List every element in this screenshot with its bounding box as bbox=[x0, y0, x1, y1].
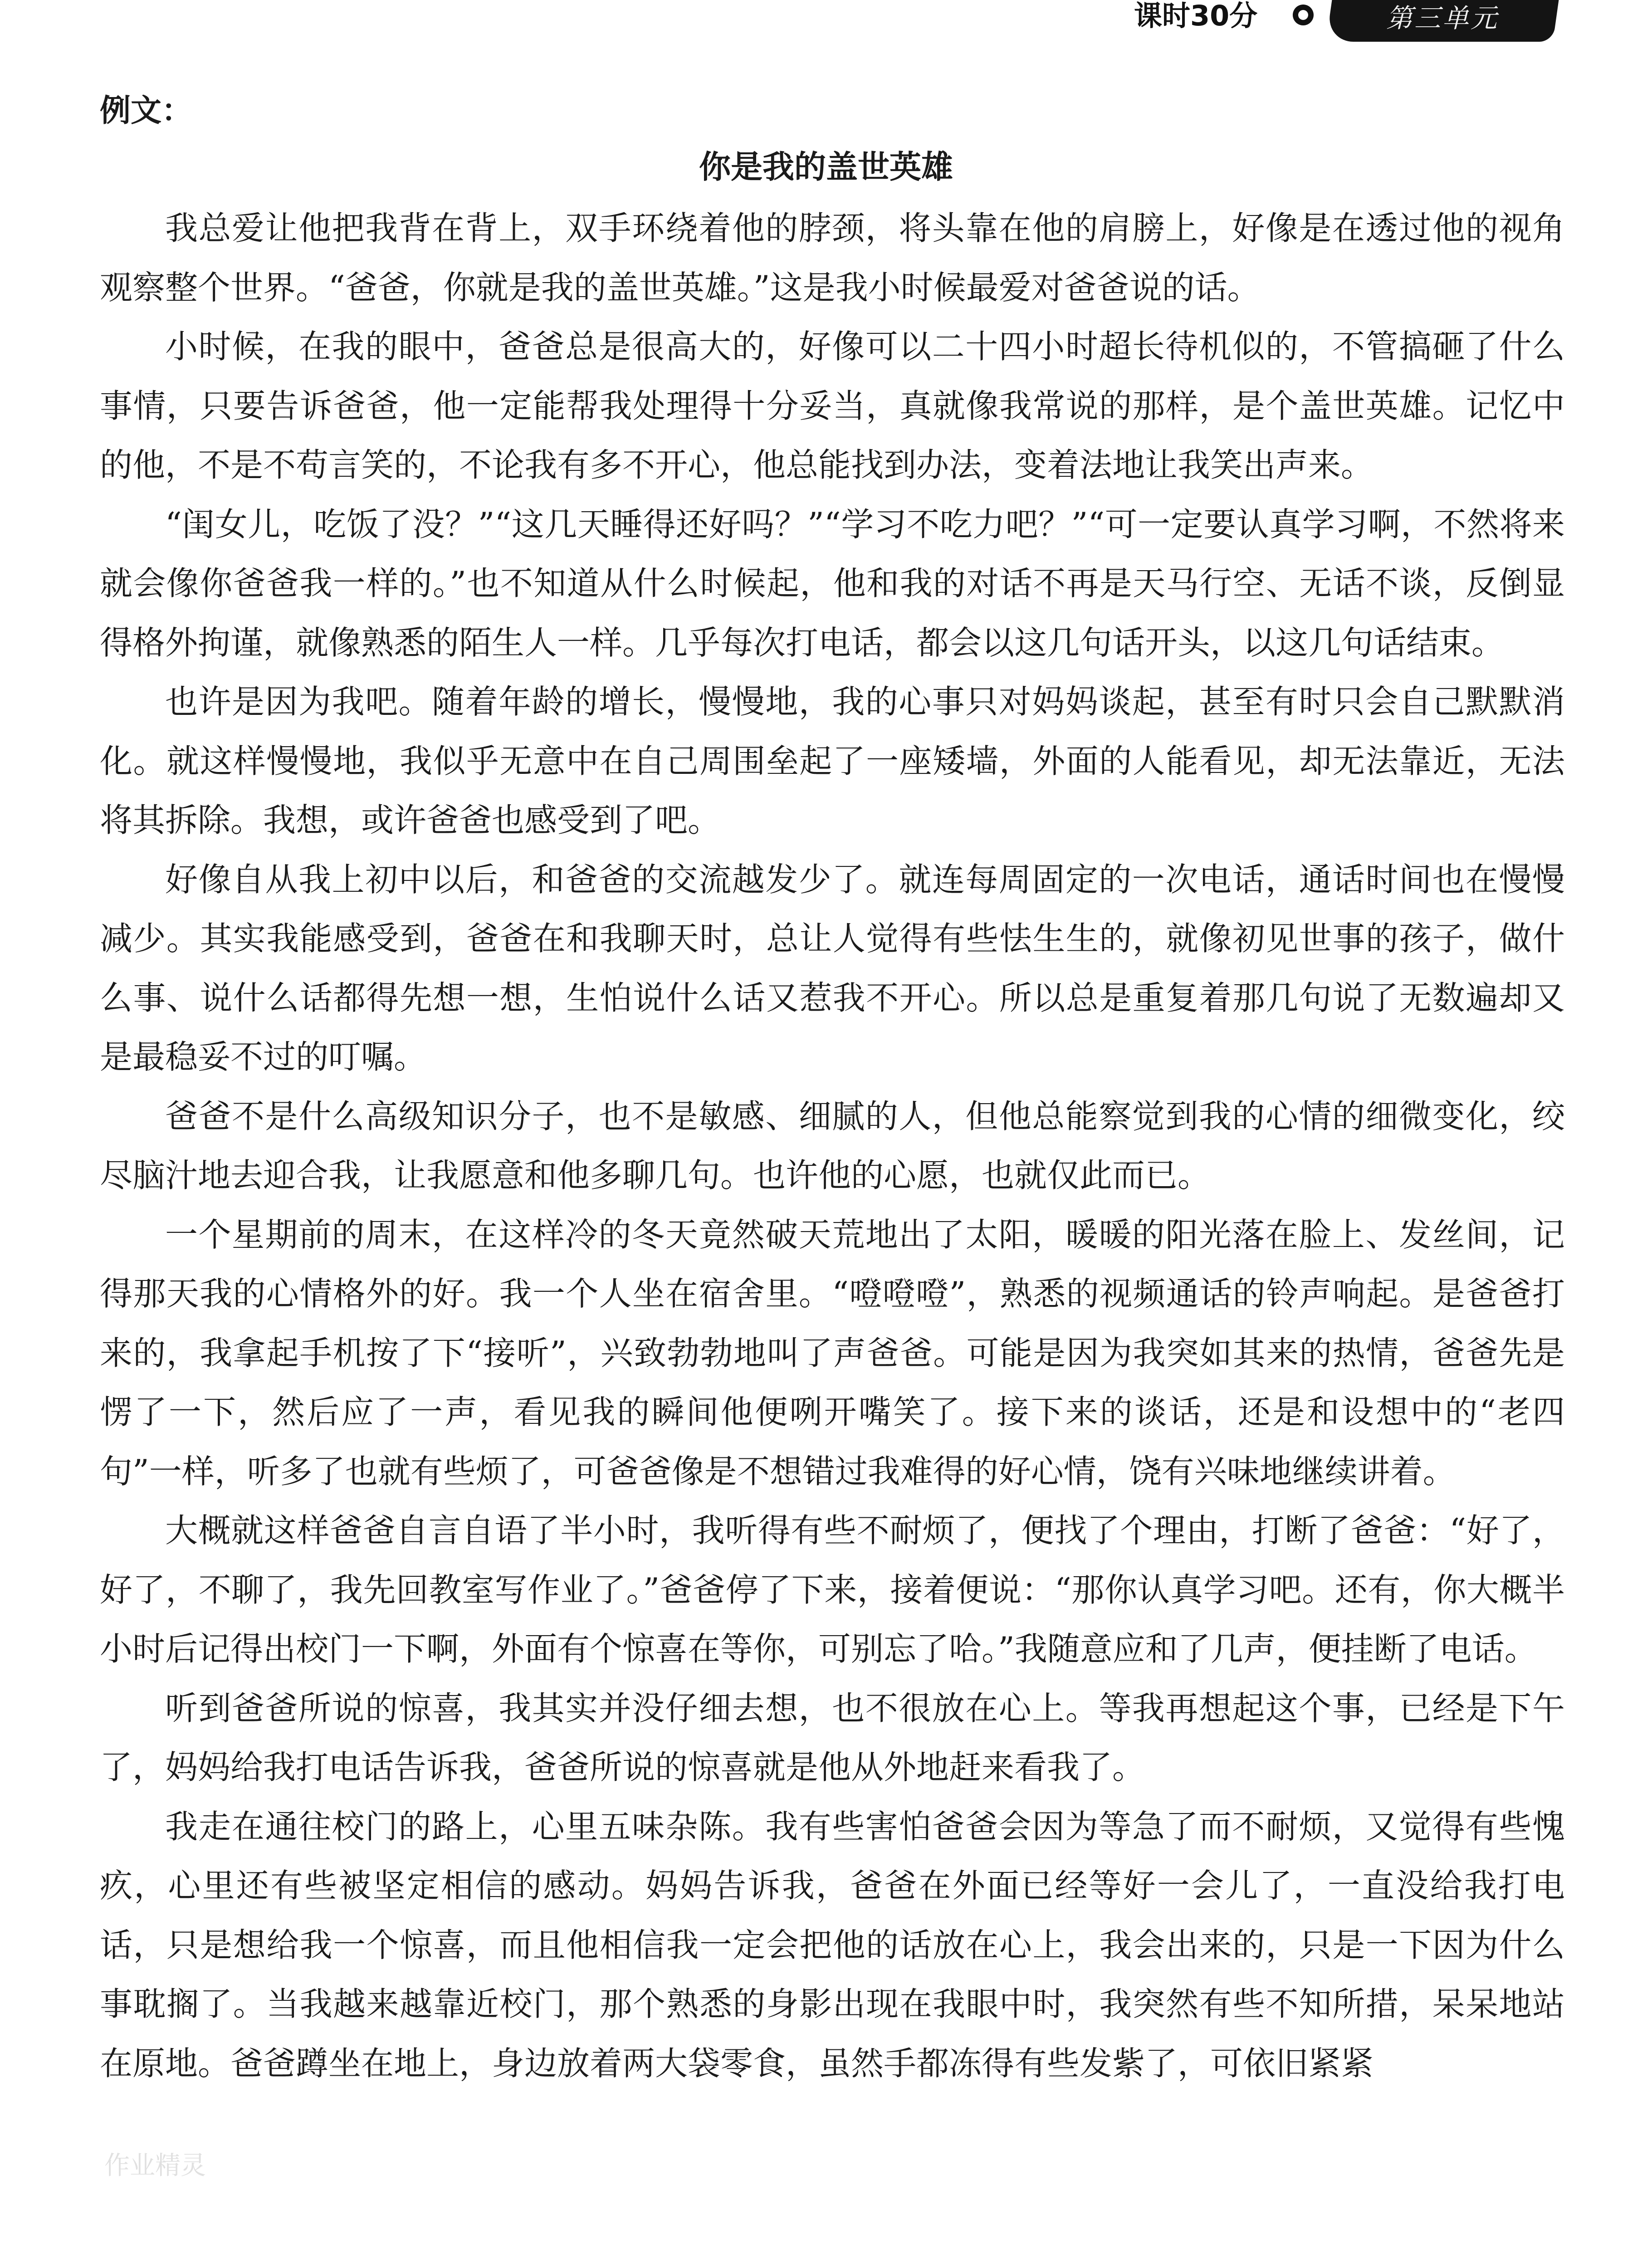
paragraph: 小时候，在我的眼中，爸爸总是很高大的，好像可以二十四小时超长待机似的，不管搞砸了什么事情，只要告诉爸爸，他一定能帮我处理得十分妥当，真就像我常说的那样，是个盖世英雄。记忆中的他，不是不苟言笑的，不论我有多不开心，他总能找到办法，变着法地让我笑出声来。 bbox=[100, 327, 1565, 484]
paragraph: 我总爱让他把我背在背上，双手环绕着他的脖颈，将头靠在他的肩膀上，好像是在透过他的视角观察整个世界。“爸爸，你就是我的盖世英雄。”这是我小时候最爱对爸爸说的话。 bbox=[100, 209, 1565, 307]
paragraph: 大概就这样爸爸自言自语了半小时，我听得有些不耐烦了，便找了个理由，打断了爸爸：“好了，好了，不聊了，我先回教室写作业了。”爸爸停了下来，接着便说：“那你认真学习吧。还有，你大概半小时后记得出校门一下啊，外面有个惊喜在等你，可别忘了哈。”我随意应和了几声，便挂断了电话。 bbox=[100, 1511, 1565, 1668]
watermark: 作业精灵 bbox=[104, 2151, 206, 2180]
paragraph: 也许是因为我吧。随着年龄的增长，慢慢地，我的心事只对妈妈谈起，甚至有时只会自己默默消化。就这样慢慢地，我似乎无意中在自己周围垒起了一座矮墙，外面的人能看见，却无法靠近，无法将其拆除。我想，或许爸爸也感受到了吧。 bbox=[100, 683, 1565, 839]
paragraph: 我走在通往校门的路上，心里五味杂陈。我有些害怕爸爸会因为等急了而不耐烦，又觉得有些愧疚，心里还有些被坚定相信的感动。妈妈告诉我，爸爸在外面已经等好一会儿了，一直没给我打电话，只是想给我一个惊喜，而且他相信我一定会把他的话放在心上，我会出来的，只是一下因为什么事耽搁了。当我越来越靠近校门，那个熟悉的身影出现在我眼中时，我突然有些不知所措，呆呆地站在原地。爸爸蹲坐在地上，身边放着两大袋零食，虽然手都冻得有些发紫了，可依旧紧紧 bbox=[100, 1807, 1565, 2082]
section-label: 例文： bbox=[100, 93, 193, 129]
unit-banner-text: 第三单元 bbox=[1386, 3, 1499, 34]
paragraph: 听到爸爸所说的惊喜，我其实并没仔细去想，也不很放在心上。等我再想起这个事，已经是下午了，妈妈给我打电话告诉我，爸爸所说的惊喜就是他从外地赶来看我了。 bbox=[100, 1689, 1565, 1786]
paragraph: 爸爸不是什么高级知识分子，也不是敏感、细腻的人，但他总能察觉到我的心情的细微变化，绞尽脑汁地去迎合我，让我愿意和他多聊几句。也许他的心愿，也就仅此而已。 bbox=[100, 1097, 1565, 1194]
essay-body bbox=[100, 199, 1565, 2093]
paragraph: “闺女儿，吃饭了没？”“这几天睡得还好吗？”“学习不吃力吧？”“可一定要认真学习啊，不然将来就会像你爸爸我一样的。”也不知道从什么时候起，他和我的对话不再是天马行空、无话不谈，反倒显得格外拘谨，就像熟悉的陌生人一样。几乎每次打电话，都会以这几句话开头，以这几句话结束。 bbox=[100, 505, 1565, 662]
paragraph: 好像自从我上初中以后，和爸爸的交流越发少了。就连每周固定的一次电话，通话时间也在慢慢减少。其实我能感受到，爸爸在和我聊天时，总让人觉得有些怯生生的，就像初见世事的孩子，做什么事、说什么话都得先想一想，生怕说什么话又惹我不开心。所以总是重复着那几句说了无数遍却又是最稳妥不过的叮嘱。 bbox=[100, 860, 1565, 1076]
header-label: 课时30分 bbox=[1134, 0, 1258, 32]
paragraph: 一个星期前的周末，在这样冷的冬天竟然破天荒地出了太阳，暖暖的阳光落在脸上、发丝间，记得那天我的心情格外的好。我一个人坐在宿舍里。“噔噔噔”，熟悉的视频通话的铃声响起。是爸爸打来的，我拿起手机按了下“接听”，兴致勃勃地叫了声爸爸。可能是因为我突如其来的热情，爸爸先是愣了一下，然后应了一声，看见我的瞬间他便咧开嘴笑了。接下来的谈话，还是和设想中的“老四句”一样，听多了也就有些烦了，可爸爸像是不想错过我难得的好心情，饶有兴味地继续讲着。 bbox=[100, 1215, 1565, 1491]
header-dot-icon bbox=[1293, 5, 1314, 25]
essay-title: 你是我的盖世英雄 bbox=[699, 148, 953, 186]
